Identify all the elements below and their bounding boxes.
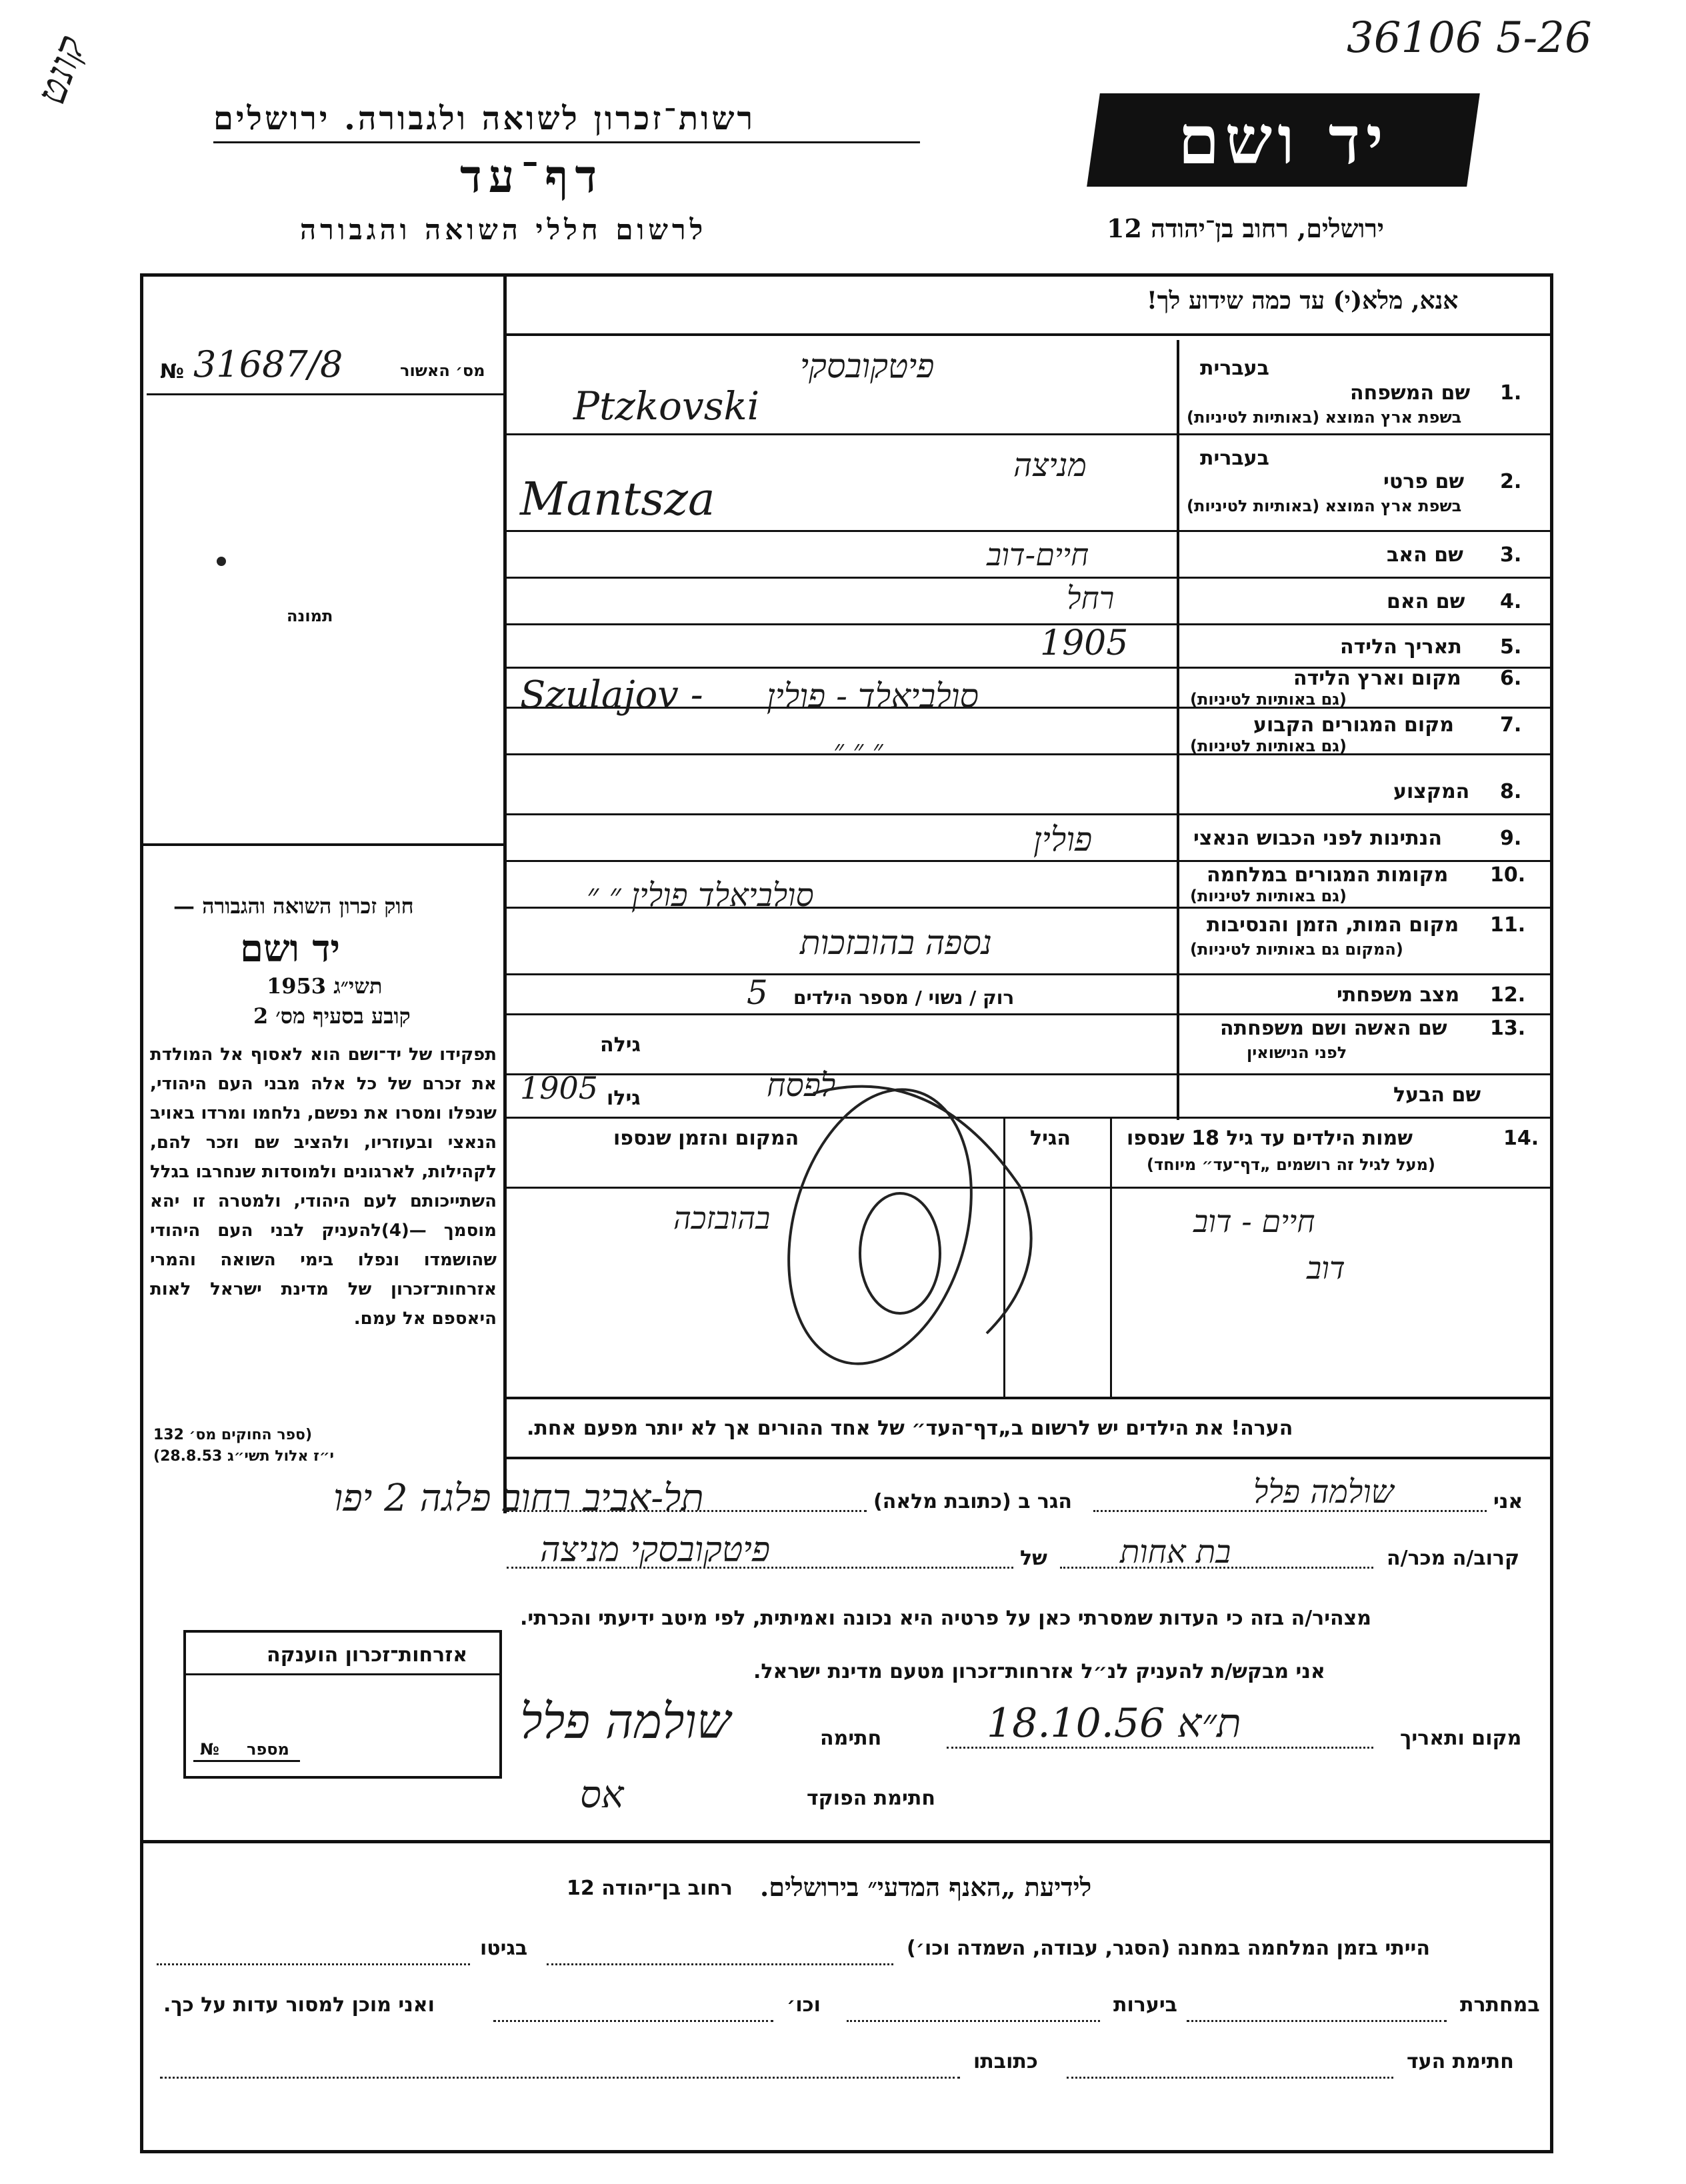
footer-dots xyxy=(847,2020,1100,2022)
photo-bottom xyxy=(140,843,507,846)
form-title: דף־עד xyxy=(460,150,604,203)
record-number-prefix: № xyxy=(160,360,185,383)
field-2-lang: בעברית xyxy=(1200,447,1269,470)
field-12-label: מצב משפחתי xyxy=(1337,983,1460,1007)
sidebar-title: חוק זכרון השואה והגבורה — xyxy=(173,893,414,919)
decl-statement: מצהיר/ה בזה כי העדות שמסרתי כאן על פרטיה היא נכונה ואמיתית, לפי מיטב ידיעתי והכרתי. xyxy=(520,1607,1371,1630)
field-2-sublabel: בשפת ארץ המוצא (באותיות לטיניות) xyxy=(1187,497,1462,515)
label-col-divider xyxy=(1177,340,1179,1120)
field-13-num: 13. xyxy=(1490,1017,1526,1040)
decl-date-line xyxy=(947,1747,1373,1749)
field-1-value-he: פיטקובסקי xyxy=(800,347,935,385)
decl-relative-label: קרוב/ה מכר/ה xyxy=(1387,1547,1520,1570)
children-col-place: המקום והזמן שנספו xyxy=(613,1127,799,1150)
field-10-label: מקומות המגורים במלחמה xyxy=(1207,863,1449,887)
citizenship-no-symbol: № xyxy=(200,1740,219,1759)
footer-line1b: בגיטו xyxy=(480,1937,528,1960)
decl-relation: בת אחות xyxy=(1120,1533,1231,1571)
field-11-sublabel: (המקום גם באותיות לטיניות) xyxy=(1190,940,1403,959)
field-6-sublabel: (גם באותיות לטיניות) xyxy=(1190,690,1347,709)
husband-label: שם הבעל xyxy=(1393,1083,1481,1107)
divider xyxy=(507,333,1550,336)
decl-signature: שולמה פלל xyxy=(520,1693,731,1749)
decl-of-label: של xyxy=(1020,1547,1047,1570)
children-label: שמות הילדים עד גיל 18 שנספו xyxy=(1127,1127,1413,1150)
citizenship-title: אזרחות־זכרון הוענקה xyxy=(267,1643,468,1667)
field-2-label: שם פרטי xyxy=(1383,470,1465,493)
corner-number: 36106 5-26 xyxy=(1347,13,1592,63)
field-8-label: המקצוע xyxy=(1393,780,1470,803)
decl-of-line xyxy=(507,1567,1013,1569)
field-4-value: רחל xyxy=(1067,580,1115,616)
children-num: 14. xyxy=(1503,1127,1539,1150)
field-6-num: 6. xyxy=(1500,667,1522,690)
citizenship-number-label: מספר xyxy=(247,1740,289,1759)
husband-value: לפסח xyxy=(767,1067,836,1104)
field-1-label: שם המשפחה xyxy=(1350,381,1471,405)
sidebar-footnote-2: י״ז אלול תשי״ג 28.8.53) xyxy=(153,1448,335,1465)
sidebar-body: תפקידו של יד־ושם הוא לאסוף אל המולדת את זכרם של כל אלה מבני העם היהודי, שנפלו ומסרו את נפשם, נלחמו ומרדו באויב הנאצי ובעוזריו, ולהציב שם וזכר להם, לקהילות, לארגונים ולמוסדות שנחרבו בגלל השתייכותם לעם היהודי, ולמטרה זו יהא מוסמך —(4)להעניק לבני העם היהודי שהושמדו ונפלו בימי השואה והמרי אזרחות־זכרון של מדינת ישראל לאות היאספם אל עמם. xyxy=(150,1045,497,1329)
decl-i-label: אני xyxy=(1493,1490,1523,1513)
org-line: רשות־זכרון לשואה ולגבורה. ירושלים xyxy=(213,100,756,137)
row-line xyxy=(507,860,1550,862)
footer-dots xyxy=(160,2077,960,2079)
child-name: דוב xyxy=(1307,1250,1345,1286)
footer-line3a: חתימת העד xyxy=(1407,2050,1514,2073)
row-line xyxy=(507,530,1550,532)
field-9-num: 9. xyxy=(1500,827,1522,850)
address: ירושלים, רחוב בן־יהודה 12 xyxy=(1107,213,1384,243)
children-bottom xyxy=(507,1397,1550,1399)
field-7-num: 7. xyxy=(1500,713,1522,737)
child-name: חיים - דוב xyxy=(1193,1203,1315,1239)
row-line xyxy=(507,753,1550,755)
record-number-label: מס׳ האשור xyxy=(400,361,485,380)
footer-line2c: וכו׳ xyxy=(787,1993,821,2017)
husband-age-value: 1905 xyxy=(520,1070,599,1106)
field-11-value: נספה בהובזכות xyxy=(800,923,993,962)
field-10-value: סולביאלד פולין ״ ״ xyxy=(587,877,814,914)
field-13-label: שם האשה ושם משפחתה xyxy=(1220,1017,1447,1040)
form-subtitle: לרשום חללי השואה והגבורה xyxy=(300,213,707,246)
sidebar-footnote-1: (ספר החוקים מס׳ 132 xyxy=(153,1427,313,1443)
decl-officer-label: חתימת הפוקד xyxy=(807,1787,935,1810)
row-line xyxy=(507,433,1550,435)
field-10-sublabel: (גם באותיות לטיניות) xyxy=(1190,887,1347,905)
note: הערה! את הילדים יש לרשום ב„דף־העד״ של אחד ההורים אך לא יותר מפעם אחת. xyxy=(527,1417,1293,1440)
record-underline xyxy=(147,393,507,395)
children-col-divider xyxy=(1110,1117,1112,1397)
footer-title: לידיעת „האנף המדעי״ בירושלים. xyxy=(760,1872,1092,1902)
field-1-lang: בעברית xyxy=(1200,357,1269,380)
handwritten-scribble xyxy=(733,1053,1107,1373)
decl-name-line xyxy=(1093,1510,1487,1512)
children-col-age: הגיל xyxy=(1030,1127,1071,1150)
field-5-label: תאריך הלידה xyxy=(1340,635,1462,659)
logo-text: יד ושם xyxy=(1178,101,1389,179)
record-number-value: 31687/8 xyxy=(193,343,343,385)
decl-of-name: פיטקובסקי מניצה xyxy=(540,1530,771,1570)
field-6-label: מקום וארץ הלידה xyxy=(1293,667,1461,690)
field-13-age-label: גילה xyxy=(600,1033,641,1057)
field-3-value: חיים-דוב xyxy=(987,537,1089,573)
citizenship-number-line xyxy=(193,1760,300,1762)
footer-dots xyxy=(547,1963,893,1965)
field-10-num: 10. xyxy=(1490,863,1526,887)
field-12-options: רוק / נשוי / מספר הילדים xyxy=(793,987,1015,1009)
header-underline xyxy=(213,141,920,143)
field-6-value-latin: Szulajov - xyxy=(520,673,703,717)
field-9-label: הנתינות לפני הכבוש הנאצי xyxy=(1193,827,1442,850)
footer-line2d: ואני מוכן למסור עדות על כך. xyxy=(163,1993,435,2017)
corner-note: קונט xyxy=(27,29,95,111)
footer-dots xyxy=(1067,2077,1393,2079)
field-7-sublabel: (גם באותיות לטיניות) xyxy=(1190,737,1347,755)
field-11-label: מקום המות, הזמן והנסיבות xyxy=(1207,913,1459,937)
sidebar-logo: יד ושם xyxy=(240,927,341,971)
children-sublabel: (מעל לגיל זה רושמים „דף־עד״ מיוחד) xyxy=(1147,1155,1435,1174)
field-8-num: 8. xyxy=(1500,780,1522,803)
footer-divider xyxy=(140,1840,1550,1843)
field-2-value-he: מניצה xyxy=(1013,447,1087,484)
field-5-num: 5. xyxy=(1500,635,1522,659)
footer-line2a: במחתרת xyxy=(1460,1993,1540,2017)
decl-request: אני מבקש/ת להעניק לנ״ל אזרחות־זכרון מטעם מדינת ישראל. xyxy=(753,1660,1325,1683)
footer-line2b: ביערות xyxy=(1113,1993,1177,2017)
row-line xyxy=(507,813,1550,815)
row-line xyxy=(507,577,1550,579)
footer-dots xyxy=(157,1963,470,1965)
field-1-value-latin: Ptzkovski xyxy=(573,383,760,429)
field-12-num: 12. xyxy=(1490,983,1526,1007)
field-5-value: 1905 xyxy=(1040,623,1129,663)
footer-dots xyxy=(1187,2020,1447,2022)
field-1-num: 1. xyxy=(1500,381,1522,405)
instruction: אנא, מלא(י) עד כמה שידוע לך! xyxy=(1147,287,1459,315)
footer-dots xyxy=(493,2020,773,2022)
decl-officer-sig: אס xyxy=(580,1773,624,1817)
footer-line1a: הייתי בזמן המלחמה במחנה (הסגר, עבודה, השמדה וכו׳) xyxy=(907,1937,1430,1960)
field-6-value: סולביאלד - פולין xyxy=(767,677,979,715)
field-12-value: 5 xyxy=(747,973,768,1012)
footer-line3b: כתובתו xyxy=(973,2050,1038,2073)
citizenship-title-line xyxy=(183,1673,499,1675)
decl-name: שולמה פלל xyxy=(1253,1473,1394,1511)
field-2-num: 2. xyxy=(1500,470,1522,493)
decl-address-line xyxy=(507,1510,867,1512)
decl-resides-label: הגר ב (כתובת מלאה) xyxy=(873,1490,1073,1513)
field-1-sublabel: בשפת ארץ המוצא (באותיות לטיניות) xyxy=(1187,408,1462,427)
field-3-num: 3. xyxy=(1500,543,1522,567)
field-11-num: 11. xyxy=(1490,913,1526,937)
field-7-label: מקום המגורים הקבוע xyxy=(1253,713,1454,737)
yad-vashem-logo xyxy=(1087,93,1480,187)
note-bottom xyxy=(507,1457,1550,1459)
photo-label: תמונה xyxy=(287,607,333,625)
field-3-label: שם האב xyxy=(1387,543,1463,567)
field-2-value-latin: Mantsza xyxy=(520,473,715,526)
child-place: בהובזכה xyxy=(673,1200,771,1236)
decl-address: תל-אביב רחוב פלגה 2 יפו xyxy=(333,1477,704,1520)
decl-place-date: ת״א 18.10.56 xyxy=(987,1700,1241,1747)
decl-signature-label: חתימה xyxy=(820,1727,882,1750)
row-line xyxy=(507,623,1550,625)
row-line xyxy=(507,973,1550,975)
photo-dot xyxy=(217,557,226,566)
field-4-label: שם האם xyxy=(1387,590,1465,613)
decl-place-date-label: מקום ותאריך xyxy=(1400,1727,1522,1750)
sidebar-clause: קובע בסעיף מס׳ 2 xyxy=(253,1003,411,1029)
left-col-divider xyxy=(503,273,507,1513)
field-13-sublabel: לפני הנישואין xyxy=(1247,1043,1347,1062)
footer-address: רחוב בן־יהודה 12 xyxy=(567,1877,733,1900)
field-4-num: 4. xyxy=(1500,590,1522,613)
field-7-value: ״ ״ ״ xyxy=(833,733,883,766)
decl-relation-line xyxy=(1060,1567,1373,1569)
row-line xyxy=(507,1013,1550,1015)
field-9-value: פולין xyxy=(1033,820,1093,859)
husband-age-label: גילו xyxy=(607,1087,641,1110)
sidebar-year: תשי״ג 1953 xyxy=(267,973,383,999)
